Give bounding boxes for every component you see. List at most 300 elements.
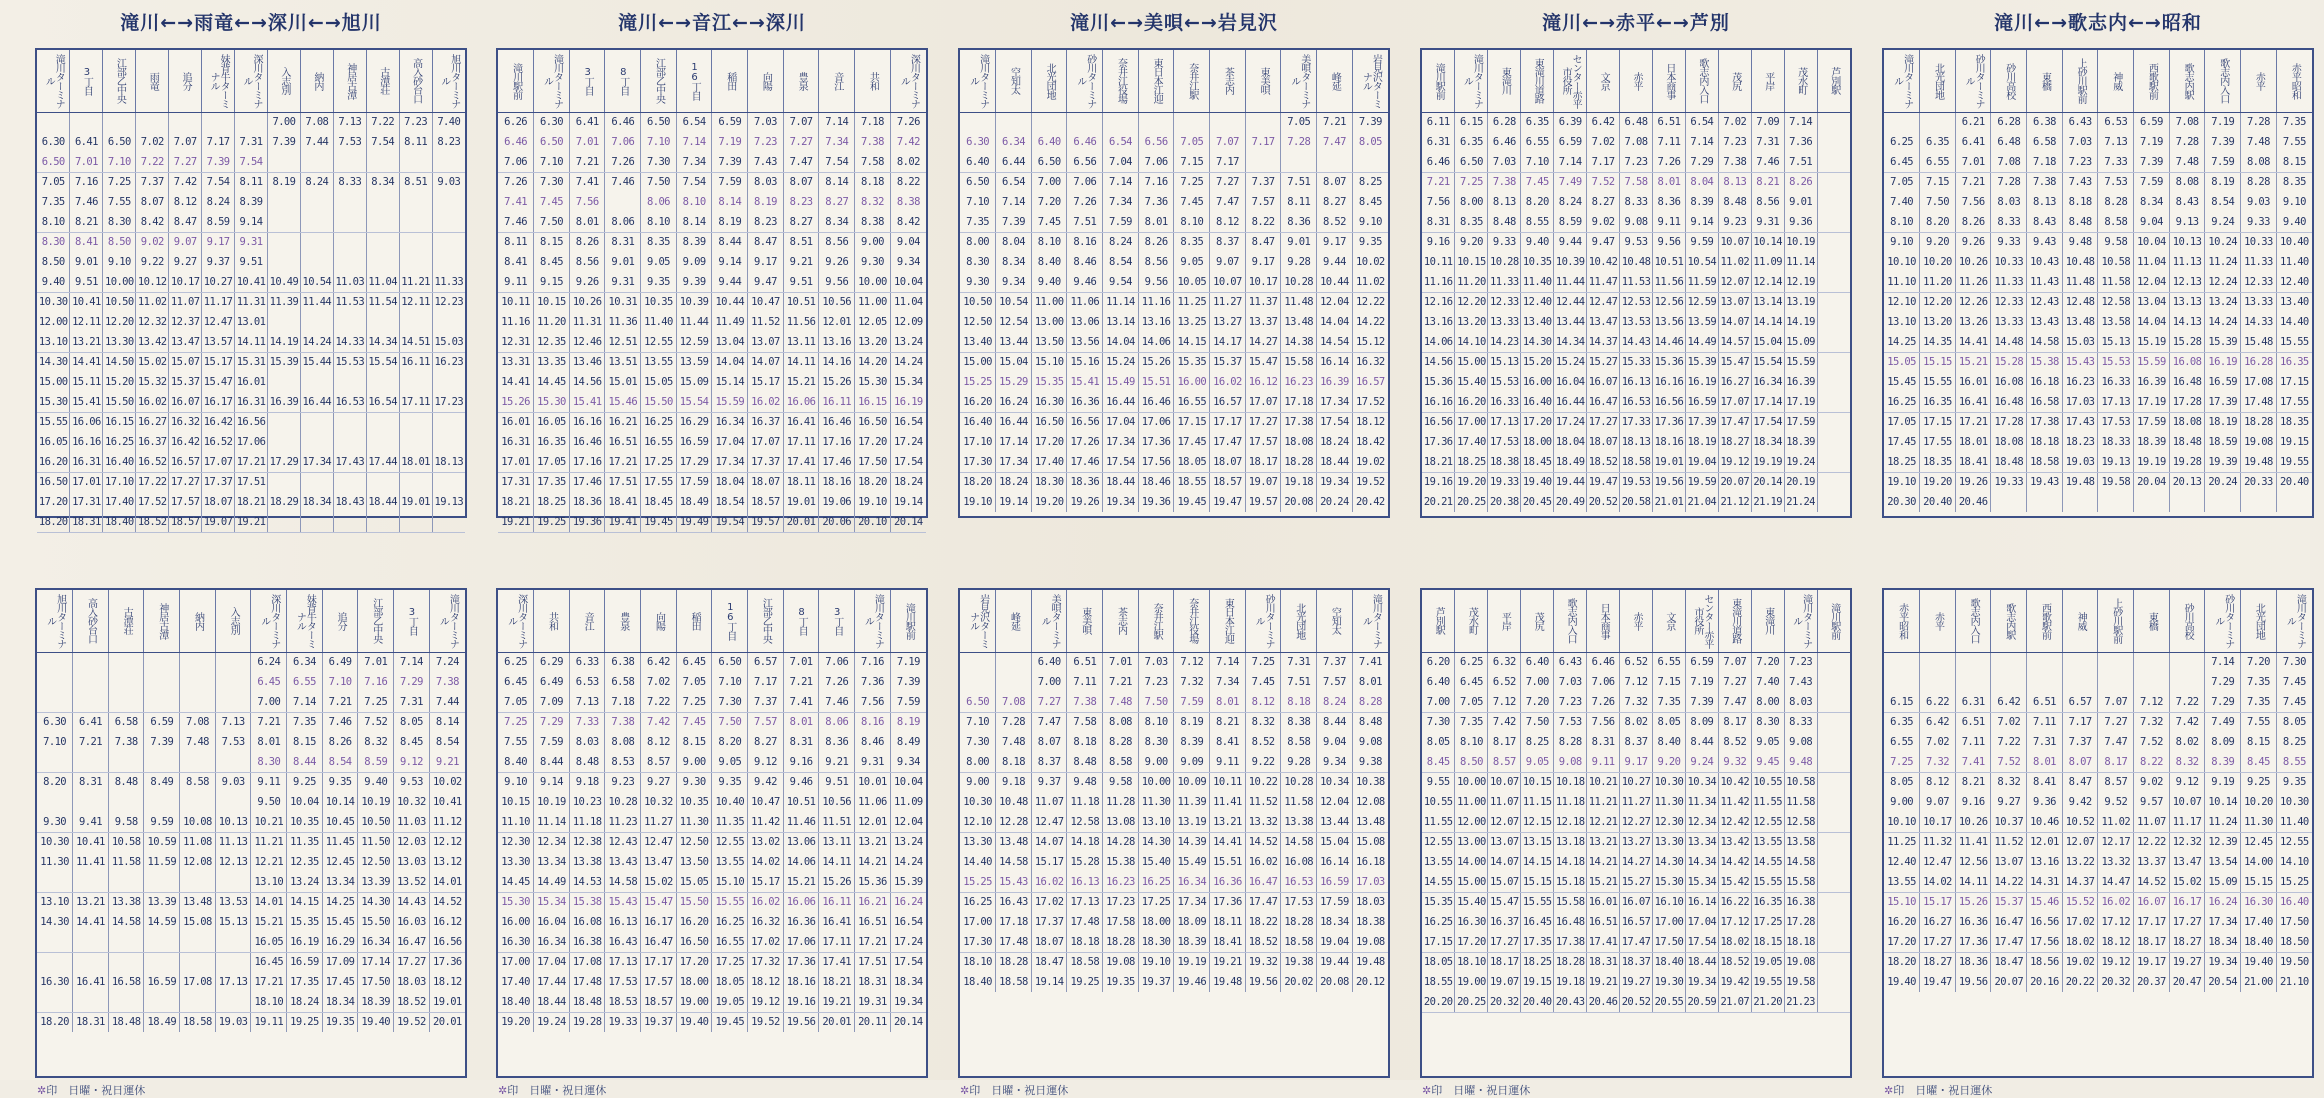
departure-time: 13.33 — [1991, 312, 2027, 332]
departure-time: 14.46 — [1652, 332, 1685, 352]
departure-time: 16.20 — [37, 452, 70, 472]
departure-time: 7.35 — [1455, 712, 1488, 732]
departure-time: 7.16 — [70, 172, 103, 192]
departure-time: 17.36 — [1138, 432, 1174, 452]
departure-time: 17.56 — [2027, 932, 2063, 952]
departure-time — [1817, 492, 1850, 512]
departure-time: 18.57 — [1210, 472, 1246, 492]
departure-time: 7.58 — [1620, 172, 1653, 192]
departure-time: 14.58 — [2027, 332, 2063, 352]
departure-time: 16.50 — [1031, 412, 1067, 432]
departure-time: 11.59 — [144, 852, 180, 872]
departure-time: 7.12 — [2134, 692, 2170, 712]
departure-time: 8.39 — [235, 192, 268, 212]
stop-header: 奈井江駅 — [1174, 50, 1210, 112]
departure-time — [1991, 492, 2027, 512]
departure-time: 18.55 — [1174, 472, 1210, 492]
departure-time: 8.45 — [534, 252, 570, 272]
departure-time: 8.10 — [37, 212, 70, 232]
departure-time: 15.51 — [1210, 852, 1246, 872]
departure-time: 9.34 — [896, 256, 920, 268]
departure-time: 18.35 — [1920, 452, 1956, 472]
departure-time — [1817, 712, 1850, 732]
trip-row — [1884, 432, 2312, 452]
departure-time: 19.15 — [2280, 436, 2309, 448]
departure-time: 8.05 — [1358, 136, 1382, 148]
trip-row — [1884, 132, 2312, 152]
departure-time: 11.23 — [605, 812, 641, 832]
departure-time: 10.41 — [73, 832, 109, 852]
departure-time: 11.32 — [1920, 832, 1956, 852]
departure-time: 15.49 — [1174, 852, 1210, 872]
departure-time: 18.27 — [1718, 432, 1751, 452]
departure-time: 14.30 — [1652, 852, 1685, 872]
departure-time: 17.15 — [1422, 932, 1455, 952]
stop-header: 向陽 — [641, 590, 677, 652]
trip-row — [960, 892, 1388, 912]
departure-time: 10.15 — [534, 292, 570, 312]
departure-time: 17.24 — [1554, 412, 1587, 432]
departure-time: 16.08 — [2169, 352, 2205, 372]
departure-time: 19.13 — [434, 496, 464, 508]
departure-time: 9.04 — [896, 236, 920, 249]
departure-time: 16.59 — [287, 952, 323, 972]
departure-time: 17.36 — [1955, 932, 1991, 952]
departure-time: 8.12 — [1210, 212, 1246, 232]
departure-time: 8.17 — [2098, 752, 2134, 772]
departure-time — [1817, 952, 1850, 972]
departure-time: 17.08 — [569, 952, 605, 972]
departure-time: 17.37 — [1031, 912, 1067, 932]
departure-time: 16.27 — [1920, 912, 1956, 932]
departure-time: 7.23 — [748, 132, 784, 152]
departure-time: 17.30 — [960, 452, 996, 472]
departure-time: 19.11 — [251, 1012, 287, 1032]
departure-time: 9.45 — [1751, 752, 1784, 772]
departure-time: 8.26 — [1955, 212, 1991, 232]
departure-time — [432, 512, 465, 532]
departure-time: 19.26 — [1955, 472, 1991, 492]
departure-time: 15.52 — [2062, 892, 2098, 912]
stop-header: 旭川ターミナル — [432, 50, 465, 112]
departure-time: 14.31 — [2027, 872, 2063, 892]
departure-time: 8.43 — [2169, 192, 2205, 212]
departure-time: 18.13 — [432, 452, 465, 472]
departure-time: 18.08 — [2169, 412, 2205, 432]
stop-header: 歌志内駅 — [1991, 590, 2027, 652]
departure-time: 14.55 — [1751, 852, 1784, 872]
stop-header: 豊泉 — [605, 590, 641, 652]
departure-time: 10.32 — [641, 792, 677, 812]
stop-header: 北光団地 — [1281, 590, 1317, 652]
legend-text: 印 日曜・祝日運休 — [46, 1084, 146, 1097]
departure-time: 8.44 — [1317, 712, 1353, 732]
departure-time: 8.07 — [136, 192, 169, 212]
trip-row — [960, 332, 1388, 352]
departure-time: 10.34 — [1317, 772, 1353, 792]
departure-time: 19.21 — [1587, 972, 1620, 992]
departure-time: 6.45 — [676, 652, 712, 672]
departure-time: 7.48 — [180, 732, 216, 752]
departure-time: 17.47 — [1245, 892, 1281, 912]
departure-time: 7.21 — [1317, 112, 1353, 132]
departure-time: 7.31 — [2027, 732, 2063, 752]
departure-time: 16.51 — [1587, 912, 1620, 932]
departure-time: 8.11 — [498, 232, 534, 252]
departure-time: 19.56 — [783, 1012, 819, 1032]
departure-time — [333, 252, 366, 272]
trip-row — [1884, 112, 2312, 132]
departure-time: 11.13 — [215, 832, 251, 852]
departure-time: 12.31 — [498, 332, 534, 352]
departure-time: 9.28 — [1281, 752, 1317, 772]
departure-time: 16.57 — [1210, 392, 1246, 412]
departure-time — [169, 112, 202, 132]
departure-time: 6.46 — [1488, 132, 1521, 152]
departure-time: 9.33 — [1488, 232, 1521, 252]
departure-time: 18.28 — [2241, 412, 2277, 432]
departure-time: 16.23 — [2062, 372, 2098, 392]
departure-time: 15.21 — [251, 912, 287, 932]
departure-time: 16.58 — [108, 972, 144, 992]
departure-time: 7.26 — [819, 672, 855, 692]
departure-time: 9.17 — [1620, 752, 1653, 772]
departure-time: 16.35 — [2280, 356, 2309, 369]
departure-time: 8.01 — [1138, 212, 1174, 232]
departure-time: 11.13 — [2169, 252, 2205, 272]
departure-time: 8.18 — [2062, 192, 2098, 212]
departure-time: 8.47 — [748, 232, 784, 252]
departure-time: 8.12 — [641, 732, 677, 752]
trip-row — [498, 512, 926, 532]
departure-time: 16.42 — [202, 412, 235, 432]
departure-time: 9.01 — [605, 252, 641, 272]
departure-time: 19.40 — [676, 1012, 712, 1032]
departure-time: 10.07 — [2169, 792, 2205, 812]
departure-time: 16.02 — [1210, 372, 1246, 392]
trip-row — [960, 352, 1388, 372]
departure-time: 11.02 — [2098, 812, 2134, 832]
departure-time: 19.01 — [1652, 452, 1685, 472]
departure-time: 13.24 — [287, 872, 323, 892]
departure-time: 10.54 — [1685, 252, 1718, 272]
departure-time: 8.22 — [1245, 212, 1281, 232]
trip-row — [37, 832, 465, 852]
departure-time: 14.00 — [2241, 852, 2277, 872]
departure-time: 17.17 — [2134, 912, 2170, 932]
departure-time: 6.49 — [534, 672, 570, 692]
departure-time: 16.16 — [70, 432, 103, 452]
departure-time: 15.59 — [1784, 352, 1817, 372]
departure-time: 9.31 — [235, 232, 268, 252]
departure-time — [300, 212, 333, 232]
departure-time: 17.28 — [1991, 412, 2027, 432]
departure-time: 9.40 — [2276, 212, 2312, 232]
departure-time: 9.04 — [2134, 212, 2170, 232]
departure-time: 19.34 — [2205, 952, 2241, 972]
stop-header: 歌志内駅 — [2169, 50, 2205, 112]
departure-time: 9.48 — [1784, 752, 1817, 772]
departure-time: 15.35 — [1422, 892, 1455, 912]
trip-row — [37, 912, 465, 932]
departure-time: 7.55 — [103, 192, 136, 212]
departure-time: 17.53 — [2098, 412, 2134, 432]
departure-time: 15.17 — [1920, 892, 1956, 912]
departure-time: 18.04 — [1554, 432, 1587, 452]
departure-time: 11.14 — [1784, 252, 1817, 272]
stop-header: 向陽 — [748, 50, 784, 112]
departure-time: 16.27 — [1718, 372, 1751, 392]
departure-time: 19.40 — [2241, 952, 2277, 972]
departure-time: 14.54 — [1317, 332, 1353, 352]
departure-time: 8.18 — [1281, 692, 1317, 712]
departure-time: 18.36 — [1067, 472, 1103, 492]
departure-time — [2134, 492, 2170, 512]
departure-time: 10.15 — [498, 792, 534, 812]
departure-time: 7.46 — [1751, 152, 1784, 172]
departure-time: 7.11 — [1067, 672, 1103, 692]
departure-time: 14.30 — [358, 892, 394, 912]
departure-time: 8.43 — [2027, 212, 2063, 232]
trip-row — [1884, 932, 2312, 952]
departure-time — [1174, 112, 1210, 132]
departure-time: 15.17 — [202, 352, 235, 372]
departure-time: 6.15 — [1455, 112, 1488, 132]
departure-time — [366, 412, 399, 432]
departure-time: 18.00 — [1521, 432, 1554, 452]
departure-time: 9.12 — [2169, 772, 2205, 792]
departure-time: 8.44 — [287, 752, 323, 772]
departure-time: 17.09 — [322, 952, 358, 972]
trip-row — [37, 712, 465, 732]
departure-time: 17.27 — [1587, 412, 1620, 432]
departure-time: 10.07 — [1488, 772, 1521, 792]
trip-row — [498, 732, 926, 752]
departure-time: 11.44 — [676, 312, 712, 332]
departure-time: 16.25 — [1884, 392, 1920, 412]
departure-time: 7.14 — [1103, 172, 1139, 192]
departure-time: 7.54 — [366, 132, 399, 152]
departure-time: 18.22 — [1245, 912, 1281, 932]
departure-time: 11.42 — [1718, 792, 1751, 812]
departure-time: 8.45 — [2241, 752, 2277, 772]
stop-header: 東日本江迎 — [1138, 50, 1174, 112]
trip-row — [1422, 332, 1850, 352]
departure-time: 8.30 — [103, 212, 136, 232]
departure-time: 14.06 — [1138, 332, 1174, 352]
stop-header: 東滝川 — [1488, 50, 1521, 112]
trip-row — [498, 412, 926, 432]
departure-time: 17.51 — [605, 472, 641, 492]
departure-time: 16.15 — [103, 412, 136, 432]
departure-time: 7.51 — [1281, 172, 1317, 192]
departure-time: 16.39 — [2134, 372, 2170, 392]
departure-time: 15.09 — [2205, 872, 2241, 892]
departure-time: 17.27 — [1245, 412, 1281, 432]
departure-time: 7.42 — [641, 712, 677, 732]
departure-time: 17.38 — [1554, 932, 1587, 952]
departure-time: 7.21 — [569, 152, 605, 172]
departure-time: 7.42 — [1488, 712, 1521, 732]
departure-time: 20.32 — [1488, 992, 1521, 1012]
trip-row — [498, 952, 926, 972]
departure-time: 18.20 — [37, 1012, 73, 1032]
departure-time: 7.48 — [996, 732, 1032, 752]
departure-time — [267, 472, 300, 492]
stop-header: 東橋 — [2134, 590, 2170, 652]
departure-time: 6.42 — [1587, 112, 1620, 132]
departure-time: 10.19 — [534, 792, 570, 812]
trip-row — [498, 112, 926, 132]
timetable-panel — [1872, 548, 2324, 1097]
departure-time — [300, 512, 333, 532]
departure-time: 8.15 — [287, 732, 323, 752]
trip-row — [1422, 872, 1850, 892]
departure-time: 14.07 — [748, 352, 784, 372]
departure-time: 12.00 — [1455, 812, 1488, 832]
departure-time: 8.34 — [366, 172, 399, 192]
departure-time: 15.00 — [960, 352, 996, 372]
departure-time: 16.08 — [1991, 372, 2027, 392]
departure-time: 10.54 — [996, 292, 1032, 312]
departure-time: 8.22 — [896, 176, 920, 189]
trip-row — [498, 932, 926, 952]
departure-time — [73, 652, 109, 672]
departure-time: 9.30 — [855, 252, 891, 272]
departure-time — [235, 112, 268, 132]
departure-time: 10.48 — [2062, 252, 2098, 272]
departure-time: 18.34 — [1751, 432, 1784, 452]
departure-time — [300, 192, 333, 212]
departure-time: 7.54 — [819, 152, 855, 172]
departure-time: 15.04 — [1751, 332, 1784, 352]
departure-time — [37, 692, 73, 712]
departure-time: 17.28 — [2169, 392, 2205, 412]
departure-time: 12.04 — [2134, 272, 2170, 292]
trip-row — [1884, 492, 2312, 512]
departure-time: 19.12 — [2098, 952, 2134, 972]
departure-time — [1281, 152, 1317, 172]
stop-header: 神威 — [2062, 590, 2098, 652]
departure-time: 17.14 — [358, 952, 394, 972]
departure-time: 7.48 — [1103, 692, 1139, 712]
departure-time: 17.41 — [783, 452, 819, 472]
departure-time: 9.56 — [1652, 232, 1685, 252]
departure-time: 7.01 — [1103, 652, 1139, 672]
departure-time: 15.24 — [1103, 352, 1139, 372]
departure-time: 17.07 — [1245, 392, 1281, 412]
departure-time: 13.44 — [996, 332, 1032, 352]
departure-time: 18.44 — [1685, 952, 1718, 972]
departure-time: 7.10 — [641, 132, 677, 152]
departure-time: 11.25 — [1884, 832, 1920, 852]
departure-time: 16.22 — [1718, 892, 1751, 912]
departure-time: 17.04 — [1103, 412, 1139, 432]
departure-time: 15.17 — [1031, 852, 1067, 872]
departure-time: 13.54 — [2205, 852, 2241, 872]
departure-time: 18.42 — [1356, 436, 1385, 448]
departure-time: 17.31 — [70, 492, 103, 512]
departure-time: 8.20 — [712, 732, 748, 752]
departure-time: 16.02 — [2098, 892, 2134, 912]
departure-time: 10.44 — [712, 292, 748, 312]
departure-time: 7.31 — [1281, 652, 1317, 672]
departure-time — [1817, 172, 1850, 192]
departure-time: 17.43 — [2062, 412, 2098, 432]
departure-time — [267, 232, 300, 252]
trip-row — [1884, 172, 2312, 192]
departure-time: 9.24 — [1685, 752, 1718, 772]
trip-row — [498, 712, 926, 732]
departure-time: 6.11 — [1422, 112, 1455, 132]
departure-time: 9.47 — [748, 272, 784, 292]
departure-time: 16.24 — [2205, 892, 2241, 912]
departure-time: 16.51 — [605, 432, 641, 452]
departure-time: 9.32 — [1718, 752, 1751, 772]
departure-time: 16.52 — [136, 452, 169, 472]
departure-time: 7.45 — [2276, 692, 2312, 712]
departure-time — [300, 232, 333, 252]
departure-time: 18.09 — [1174, 912, 1210, 932]
departure-time: 14.43 — [394, 892, 430, 912]
departure-time: 17.38 — [2027, 412, 2063, 432]
departure-time: 15.48 — [2241, 332, 2277, 352]
departure-time: 7.08 — [996, 692, 1032, 712]
departure-time: 7.50 — [1138, 692, 1174, 712]
trip-row — [1422, 492, 1850, 512]
departure-time: 7.06 — [1138, 152, 1174, 172]
departure-time: 8.07 — [783, 172, 819, 192]
departure-time: 18.07 — [1031, 932, 1067, 952]
stop-header: 歌志内入口 — [1685, 50, 1718, 112]
trip-row — [1884, 472, 2312, 492]
departure-time: 8.17 — [1488, 732, 1521, 752]
departure-time: 16.06 — [783, 392, 819, 412]
departure-time: 14.30 — [1138, 832, 1174, 852]
departure-time: 7.32 — [1174, 672, 1210, 692]
departure-time: 9.13 — [2169, 212, 2205, 232]
stop-header: 滝川駅前 — [1817, 590, 1850, 652]
departure-time: 13.18 — [1554, 832, 1587, 852]
departure-time: 7.21 — [1422, 172, 1455, 192]
departure-time: 17.14 — [1751, 392, 1784, 412]
stop-header: 峰延 — [1317, 50, 1353, 112]
departure-time — [2098, 652, 2134, 672]
departure-time: 10.20 — [1920, 252, 1956, 272]
departure-time: 9.51 — [783, 272, 819, 292]
departure-time: 10.50 — [103, 292, 136, 312]
departure-time: 7.06 — [605, 132, 641, 152]
stop-header: 高入砂台口 — [73, 590, 109, 652]
departure-time: 9.40 — [358, 772, 394, 792]
departure-time: 7.21 — [1955, 172, 1991, 192]
departure-time: 11.16 — [1138, 292, 1174, 312]
departure-time: 11.12 — [429, 812, 465, 832]
departure-time: 7.48 — [2241, 132, 2277, 152]
departure-time: 17.27 — [169, 472, 202, 492]
departure-time: 14.20 — [855, 352, 891, 372]
departure-time: 17.20 — [676, 952, 712, 972]
departure-time: 20.13 — [2169, 472, 2205, 492]
departure-time: 18.24 — [894, 476, 923, 489]
departure-time: 7.30 — [960, 732, 996, 752]
departure-time: 16.20 — [1455, 392, 1488, 412]
departure-time: 18.36 — [1955, 952, 1991, 972]
departure-time: 10.04 — [287, 792, 323, 812]
departure-time: 6.21 — [1955, 112, 1991, 132]
departure-time: 7.56 — [1955, 192, 1991, 212]
departure-time: 12.55 — [712, 832, 748, 852]
